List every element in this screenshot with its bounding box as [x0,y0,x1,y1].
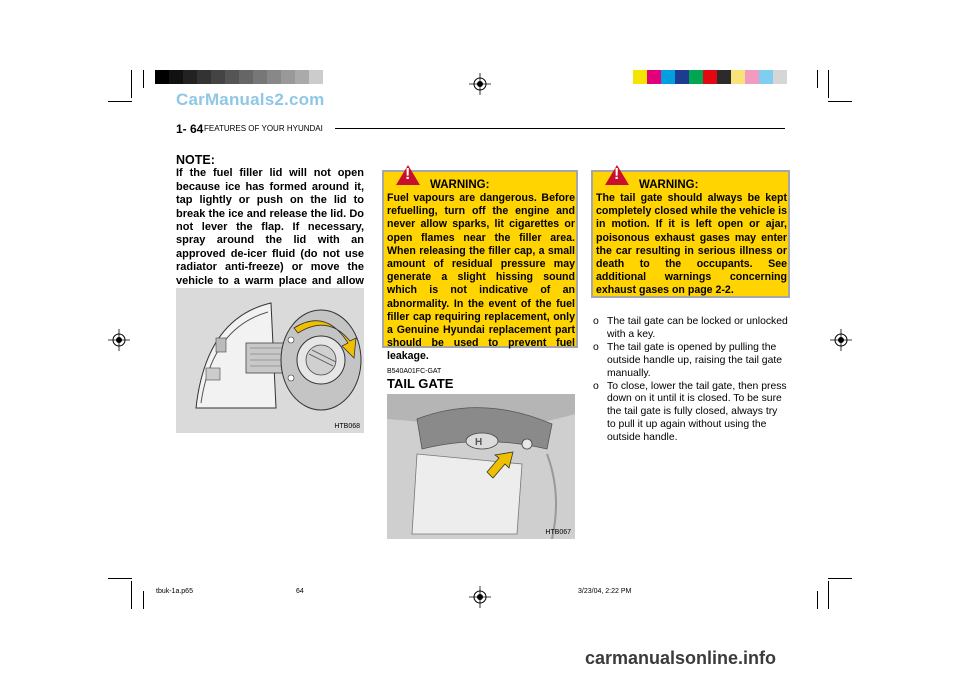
page-number: 1- 64 [176,122,204,136]
exclamation-icon: ! [405,166,411,183]
footer-file: tbuk-1a.p65 [156,588,193,595]
registration-target-icon [108,329,130,351]
warning-box-tailgate [591,166,790,298]
figure-code: HTB068 [334,423,360,430]
tailgate-instructions [593,316,788,445]
tailgate-illustration [387,394,575,539]
watermark-top[interactable]: CarManuals2.com [176,90,325,109]
bullet-marker: o [593,341,599,353]
list-item [593,381,788,446]
warning-title: WARNING: [430,179,490,191]
note-heading: NOTE: [176,153,215,167]
bullet-marker: o [593,380,599,392]
exclamation-icon: ! [614,166,620,183]
note-block [176,154,364,301]
list-item [593,342,788,381]
warning-body: Fuel vapours are dangerous. Before refuelling, turn off the engine and never allow sparks, lit cigarettes or open flames near the filler area. When releasing the filler cap, a small amount of residual pressure may generate a slight hissing sound which is not indicative of an abnormality. In the event of the fuel filler cap requiring replacement, only a Genuine Hyundai replacement part should be used to prevent fuel leakage. [387,192,575,363]
note-body: If the fuel filler lid will not open because ice has formed around it, tap lightly or push on the lid to break the ice and release the lid. Do not lever the flap. If necessary, spray around the lid with an approved de-icer fluid (do not use radiator anti-freeze) or move the vehicle to a warm place and allow [176,167,364,287]
figure-code: HTB067 [545,529,571,536]
bullet-text: The tail gate can be locked or unlocked with a key. [607,316,788,340]
running-header: FEATURES OF YOUR HYUNDAI [204,124,323,133]
fuel-filler-illustration [176,288,364,433]
list-item [593,316,788,342]
bullet-text: To close, lower the tail gate, then press down on it until it is closed. To be sure the tail gate is fully closed, always try to pull it up again without using the outside handle. [607,380,787,444]
warning-body: The tail gate should always be kept completely closed while the vehicle is in motion. If it is left open or ajar, poisonous exhaust gases may enter the car resulting in serious illness or death to the occupants. See additional warnings concerning exhaust gases on page 2-2. [596,192,787,297]
footer-date: 3/23/04, 2:22 PM [578,588,632,595]
registration-target-icon [830,329,852,351]
bullet-marker: o [593,316,599,327]
section-code: B540A01FC-GAT [387,368,442,375]
tailgate-figure [387,394,575,539]
header-rule [335,128,785,129]
warning-title: WARNING: [639,179,699,191]
bullet-text: The tail gate is opened by pulling the outside handle up, raising the tail gate manually. [607,341,783,379]
registration-target-icon [469,73,491,95]
warning-box-fuel [382,166,578,363]
svg-text:H: H [475,437,483,448]
footer-page: 64 [296,588,304,595]
registration-target-icon [469,586,491,608]
watermark-bottom[interactable]: carmanualsonline.info [585,648,777,668]
fuel-filler-figure [176,288,364,433]
section-title: TAIL GATE [387,376,454,391]
